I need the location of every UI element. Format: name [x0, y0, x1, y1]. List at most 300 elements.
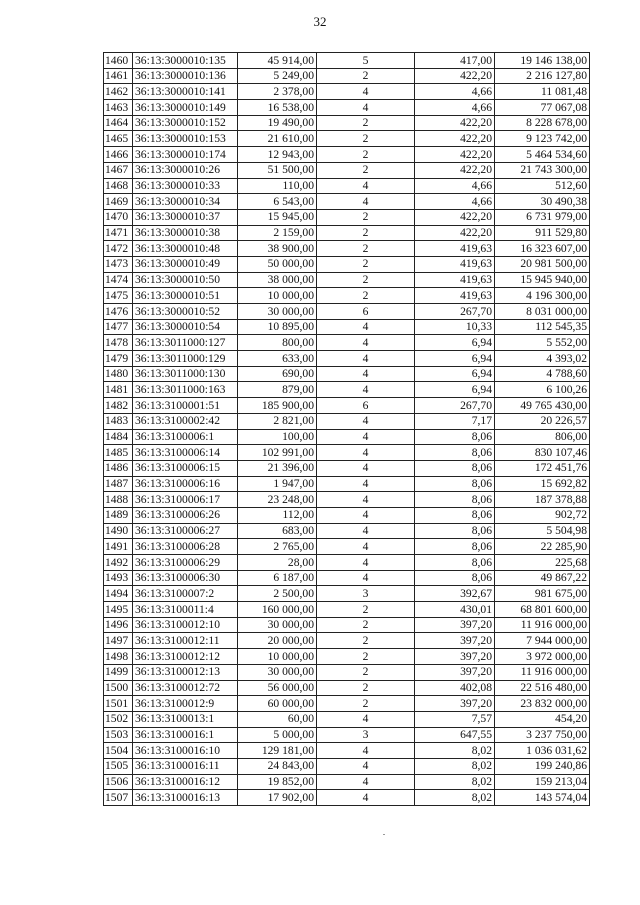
rate-cell: 8,06 — [415, 492, 495, 508]
row-number-cell: 1487 — [104, 476, 133, 492]
rate-cell: 8,02 — [415, 758, 495, 774]
table-row — [104, 602, 590, 618]
area-cell: 24 843,00 — [238, 758, 317, 774]
group-code-cell: 2 — [317, 115, 415, 131]
cadastral-number-cell: 36:13:3100012:13 — [133, 664, 238, 680]
cadastral-value-cell: 4 196 300,00 — [495, 288, 590, 304]
cadastral-number-cell: 36:13:3000010:54 — [133, 319, 238, 335]
cadastral-number-cell: 36:13:3000010:38 — [133, 225, 238, 241]
rate-cell: 419,63 — [415, 272, 495, 288]
table-row — [104, 225, 590, 241]
row-number-cell: 1461 — [104, 68, 133, 84]
rate-cell: 7,57 — [415, 711, 495, 727]
area-cell: 17 902,00 — [238, 790, 317, 806]
cadastral-value-cell: 911 529,80 — [495, 225, 590, 241]
table-row — [104, 209, 590, 225]
cadastral-number-cell: 36:13:3000010:141 — [133, 84, 238, 100]
row-number-cell: 1503 — [104, 727, 133, 743]
group-code-cell: 3 — [317, 727, 415, 743]
row-number-cell: 1478 — [104, 335, 133, 351]
row-number-cell: 1467 — [104, 162, 133, 178]
cadastral-value-cell: 981 675,00 — [495, 586, 590, 602]
cadastral-value-cell: 159 213,04 — [495, 774, 590, 790]
area-cell: 102 991,00 — [238, 445, 317, 461]
rate-cell: 267,70 — [415, 304, 495, 320]
rate-cell: 397,20 — [415, 617, 495, 633]
group-code-cell: 4 — [317, 194, 415, 210]
row-number-cell: 1460 — [104, 53, 133, 69]
group-code-cell: 2 — [317, 131, 415, 147]
table-row — [104, 162, 590, 178]
cadastral-number-cell: 36:13:3100006:16 — [133, 476, 238, 492]
cadastral-number-cell: 36:13:3100012:10 — [133, 617, 238, 633]
area-cell: 30 000,00 — [238, 304, 317, 320]
row-number-cell: 1479 — [104, 351, 133, 367]
cadastral-number-cell: 36:13:3011000:130 — [133, 366, 238, 382]
row-number-cell: 1482 — [104, 398, 133, 414]
rate-cell: 8,02 — [415, 774, 495, 790]
cadastral-value-cell: 1 036 031,62 — [495, 743, 590, 759]
area-cell: 6 543,00 — [238, 194, 317, 210]
group-code-cell: 2 — [317, 162, 415, 178]
row-number-cell: 1498 — [104, 649, 133, 665]
area-cell: 38 900,00 — [238, 241, 317, 257]
rate-cell: 8,06 — [415, 570, 495, 586]
group-code-cell: 2 — [317, 288, 415, 304]
cadastral-number-cell: 36:13:3100012:72 — [133, 680, 238, 696]
cadastral-value-cell: 8 228 678,00 — [495, 115, 590, 131]
table-row — [104, 272, 590, 288]
rate-cell: 392,67 — [415, 586, 495, 602]
area-cell: 5 000,00 — [238, 727, 317, 743]
cadastral-value-cell: 5 504,98 — [495, 523, 590, 539]
rate-cell: 422,20 — [415, 115, 495, 131]
cadastral-value-cell: 143 574,04 — [495, 790, 590, 806]
rate-cell: 6,94 — [415, 335, 495, 351]
cadastral-number-cell: 36:13:3100016:13 — [133, 790, 238, 806]
group-code-cell: 2 — [317, 633, 415, 649]
cadastral-value-cell: 512,60 — [495, 178, 590, 194]
table-row — [104, 758, 590, 774]
rate-cell: 267,70 — [415, 398, 495, 414]
area-cell: 19 490,00 — [238, 115, 317, 131]
area-cell: 800,00 — [238, 335, 317, 351]
group-code-cell: 2 — [317, 680, 415, 696]
cadastral-value-cell: 49 765 430,00 — [495, 398, 590, 414]
table-row — [104, 53, 590, 69]
rate-cell: 422,20 — [415, 131, 495, 147]
area-cell: 100,00 — [238, 429, 317, 445]
rate-cell: 417,00 — [415, 53, 495, 69]
group-code-cell: 2 — [317, 68, 415, 84]
cadastral-number-cell: 36:13:3100006:27 — [133, 523, 238, 539]
table-row — [104, 147, 590, 163]
row-number-cell: 1499 — [104, 664, 133, 680]
rate-cell: 397,20 — [415, 633, 495, 649]
table-row — [104, 194, 590, 210]
area-cell: 2 500,00 — [238, 586, 317, 602]
row-number-cell: 1486 — [104, 460, 133, 476]
cadastral-value-cell: 830 107,46 — [495, 445, 590, 461]
table-row — [104, 492, 590, 508]
area-cell: 20 000,00 — [238, 633, 317, 649]
table-row — [104, 711, 590, 727]
area-cell: 6 187,00 — [238, 570, 317, 586]
table-row — [104, 523, 590, 539]
cadastral-value-cell: 6 100,26 — [495, 382, 590, 398]
row-number-cell: 1471 — [104, 225, 133, 241]
row-number-cell: 1505 — [104, 758, 133, 774]
group-code-cell: 4 — [317, 178, 415, 194]
table-row — [104, 476, 590, 492]
table-row — [104, 131, 590, 147]
cadastral-value-cell: 225,68 — [495, 555, 590, 571]
area-cell: 50 000,00 — [238, 256, 317, 272]
area-cell: 129 181,00 — [238, 743, 317, 759]
cadastral-number-cell: 36:13:3100002:42 — [133, 413, 238, 429]
area-cell: 112,00 — [238, 507, 317, 523]
table-row — [104, 351, 590, 367]
table-row — [104, 288, 590, 304]
table-row — [104, 413, 590, 429]
area-cell: 19 852,00 — [238, 774, 317, 790]
group-code-cell: 2 — [317, 225, 415, 241]
cadastral-value-cell: 454,20 — [495, 711, 590, 727]
area-cell: 160 000,00 — [238, 602, 317, 618]
row-number-cell: 1506 — [104, 774, 133, 790]
area-cell: 110,00 — [238, 178, 317, 194]
page-number: 32 — [313, 14, 327, 29]
area-cell: 683,00 — [238, 523, 317, 539]
group-code-cell: 4 — [317, 758, 415, 774]
cadastral-value-cell: 20 981 500,00 — [495, 256, 590, 272]
group-code-cell: 4 — [317, 84, 415, 100]
rate-cell: 8,06 — [415, 429, 495, 445]
row-number-cell: 1468 — [104, 178, 133, 194]
area-cell: 2 378,00 — [238, 84, 317, 100]
group-code-cell: 4 — [317, 366, 415, 382]
cadastral-number-cell: 36:13:3011000:163 — [133, 382, 238, 398]
land-parcel-table — [103, 52, 590, 806]
cadastral-number-cell: 36:13:3000010:52 — [133, 304, 238, 320]
cadastral-number-cell: 36:13:3000010:33 — [133, 178, 238, 194]
table-row — [104, 304, 590, 320]
table-row — [104, 429, 590, 445]
table-row — [104, 445, 590, 461]
row-number-cell: 1493 — [104, 570, 133, 586]
group-code-cell: 5 — [317, 53, 415, 69]
row-number-cell: 1472 — [104, 241, 133, 257]
row-number-cell: 1496 — [104, 617, 133, 633]
group-code-cell: 2 — [317, 272, 415, 288]
area-cell: 2 821,00 — [238, 413, 317, 429]
group-code-cell: 4 — [317, 429, 415, 445]
rate-cell: 422,20 — [415, 162, 495, 178]
cadastral-number-cell: 36:13:3100006:1 — [133, 429, 238, 445]
table-row — [104, 507, 590, 523]
cadastral-value-cell: 20 226,57 — [495, 413, 590, 429]
area-cell: 21 610,00 — [238, 131, 317, 147]
group-code-cell: 2 — [317, 209, 415, 225]
cadastral-value-cell: 15 945 940,00 — [495, 272, 590, 288]
area-cell: 16 538,00 — [238, 100, 317, 116]
rate-cell: 8,06 — [415, 476, 495, 492]
rate-cell: 8,06 — [415, 539, 495, 555]
cadastral-number-cell: 36:13:3011000:127 — [133, 335, 238, 351]
rate-cell: 397,20 — [415, 664, 495, 680]
rate-cell: 422,20 — [415, 147, 495, 163]
area-cell: 38 000,00 — [238, 272, 317, 288]
cadastral-number-cell: 36:13:3100012:9 — [133, 696, 238, 712]
rate-cell: 419,63 — [415, 241, 495, 257]
cadastral-number-cell: 36:13:3100011:4 — [133, 602, 238, 618]
cadastral-value-cell: 15 692,82 — [495, 476, 590, 492]
table-row — [104, 100, 590, 116]
rate-cell: 8,02 — [415, 790, 495, 806]
row-number-cell: 1491 — [104, 539, 133, 555]
group-code-cell: 4 — [317, 539, 415, 555]
row-number-cell: 1507 — [104, 790, 133, 806]
cadastral-value-cell: 19 146 138,00 — [495, 53, 590, 69]
row-number-cell: 1500 — [104, 680, 133, 696]
table-row — [104, 649, 590, 665]
row-number-cell: 1495 — [104, 602, 133, 618]
table-row — [104, 460, 590, 476]
area-cell: 30 000,00 — [238, 664, 317, 680]
rate-cell: 422,20 — [415, 68, 495, 84]
row-number-cell: 1469 — [104, 194, 133, 210]
cadastral-value-cell: 22 285,90 — [495, 539, 590, 555]
cadastral-number-cell: 36:13:3100006:29 — [133, 555, 238, 571]
table-row — [104, 727, 590, 743]
table-row — [104, 319, 590, 335]
rate-cell: 397,20 — [415, 696, 495, 712]
cadastral-value-cell: 11 916 000,00 — [495, 617, 590, 633]
cadastral-number-cell: 36:13:3100013:1 — [133, 711, 238, 727]
table-row — [104, 335, 590, 351]
cadastral-number-cell: 36:13:3000010:50 — [133, 272, 238, 288]
table-body — [104, 53, 590, 806]
row-number-cell: 1481 — [104, 382, 133, 398]
area-cell: 5 249,00 — [238, 68, 317, 84]
area-cell: 15 945,00 — [238, 209, 317, 225]
cadastral-number-cell: 36:13:3000010:136 — [133, 68, 238, 84]
table-row — [104, 68, 590, 84]
cadastral-value-cell: 172 451,76 — [495, 460, 590, 476]
row-number-cell: 1489 — [104, 507, 133, 523]
area-cell: 28,00 — [238, 555, 317, 571]
group-code-cell: 2 — [317, 147, 415, 163]
cadastral-number-cell: 36:13:3100007:2 — [133, 586, 238, 602]
area-cell: 633,00 — [238, 351, 317, 367]
area-cell: 51 500,00 — [238, 162, 317, 178]
group-code-cell: 2 — [317, 617, 415, 633]
table-row — [104, 790, 590, 806]
row-number-cell: 1475 — [104, 288, 133, 304]
cadastral-number-cell: 36:13:3100012:11 — [133, 633, 238, 649]
row-number-cell: 1504 — [104, 743, 133, 759]
group-code-cell: 4 — [317, 319, 415, 335]
table-row — [104, 617, 590, 633]
row-number-cell: 1502 — [104, 711, 133, 727]
cadastral-value-cell: 2 216 127,80 — [495, 68, 590, 84]
cadastral-number-cell: 36:13:3100006:28 — [133, 539, 238, 555]
row-number-cell: 1464 — [104, 115, 133, 131]
cadastral-number-cell: 36:13:3100006:14 — [133, 445, 238, 461]
cadastral-value-cell: 30 490,38 — [495, 194, 590, 210]
cadastral-number-cell: 36:13:3000010:37 — [133, 209, 238, 225]
group-code-cell: 4 — [317, 445, 415, 461]
cadastral-value-cell: 7 944 000,00 — [495, 633, 590, 649]
cadastral-value-cell: 3 972 000,00 — [495, 649, 590, 665]
cadastral-number-cell: 36:13:3000010:34 — [133, 194, 238, 210]
group-code-cell: 2 — [317, 696, 415, 712]
area-cell: 2 159,00 — [238, 225, 317, 241]
table-row — [104, 555, 590, 571]
row-number-cell: 1490 — [104, 523, 133, 539]
cadastral-number-cell: 36:13:3000010:51 — [133, 288, 238, 304]
table-row — [104, 586, 590, 602]
rate-cell: 6,94 — [415, 382, 495, 398]
table-row — [104, 256, 590, 272]
rate-cell: 8,06 — [415, 445, 495, 461]
rate-cell: 419,63 — [415, 288, 495, 304]
group-code-cell: 4 — [317, 460, 415, 476]
cadastral-value-cell: 187 378,88 — [495, 492, 590, 508]
cadastral-number-cell: 36:13:3100012:12 — [133, 649, 238, 665]
area-cell: 10 895,00 — [238, 319, 317, 335]
rate-cell: 4,66 — [415, 194, 495, 210]
cadastral-number-cell: 36:13:3100001:51 — [133, 398, 238, 414]
cadastral-number-cell: 36:13:3000010:26 — [133, 162, 238, 178]
row-number-cell: 1494 — [104, 586, 133, 602]
rate-cell: 10,33 — [415, 319, 495, 335]
cadastral-number-cell: 36:13:3100016:11 — [133, 758, 238, 774]
group-code-cell: 4 — [317, 507, 415, 523]
land-parcel-table-container — [103, 52, 590, 806]
cadastral-number-cell: 36:13:3100006:15 — [133, 460, 238, 476]
rate-cell: 4,66 — [415, 84, 495, 100]
area-cell: 879,00 — [238, 382, 317, 398]
row-number-cell: 1492 — [104, 555, 133, 571]
group-code-cell: 2 — [317, 241, 415, 257]
rate-cell: 647,55 — [415, 727, 495, 743]
table-row — [104, 633, 590, 649]
table-row — [104, 696, 590, 712]
rate-cell: 419,63 — [415, 256, 495, 272]
row-number-cell: 1474 — [104, 272, 133, 288]
cadastral-value-cell: 22 516 480,00 — [495, 680, 590, 696]
group-code-cell: 4 — [317, 413, 415, 429]
rate-cell: 422,20 — [415, 209, 495, 225]
row-number-cell: 1484 — [104, 429, 133, 445]
cadastral-value-cell: 11 081,48 — [495, 84, 590, 100]
table-row — [104, 664, 590, 680]
cadastral-value-cell: 4 788,60 — [495, 366, 590, 382]
cadastral-value-cell: 5 552,00 — [495, 335, 590, 351]
group-code-cell: 4 — [317, 100, 415, 116]
rate-cell: 8,02 — [415, 743, 495, 759]
rate-cell: 8,06 — [415, 507, 495, 523]
group-code-cell: 2 — [317, 664, 415, 680]
group-code-cell: 2 — [317, 256, 415, 272]
rate-cell: 402,08 — [415, 680, 495, 696]
group-code-cell: 6 — [317, 398, 415, 414]
area-cell: 56 000,00 — [238, 680, 317, 696]
cadastral-value-cell: 112 545,35 — [495, 319, 590, 335]
group-code-cell: 4 — [317, 476, 415, 492]
row-number-cell: 1473 — [104, 256, 133, 272]
row-number-cell: 1483 — [104, 413, 133, 429]
group-code-cell: 4 — [317, 492, 415, 508]
group-code-cell: 4 — [317, 774, 415, 790]
rate-cell: 8,06 — [415, 555, 495, 571]
cadastral-number-cell: 36:13:3000010:152 — [133, 115, 238, 131]
cadastral-value-cell: 5 464 534,60 — [495, 147, 590, 163]
cadastral-number-cell: 36:13:3100006:17 — [133, 492, 238, 508]
area-cell: 23 248,00 — [238, 492, 317, 508]
row-number-cell: 1476 — [104, 304, 133, 320]
area-cell: 60 000,00 — [238, 696, 317, 712]
rate-cell: 422,20 — [415, 225, 495, 241]
group-code-cell: 2 — [317, 649, 415, 665]
table-row — [104, 680, 590, 696]
table-row — [104, 774, 590, 790]
area-cell: 12 943,00 — [238, 147, 317, 163]
row-number-cell: 1463 — [104, 100, 133, 116]
cadastral-number-cell: 36:13:3000010:135 — [133, 53, 238, 69]
cadastral-value-cell: 3 237 750,00 — [495, 727, 590, 743]
cadastral-value-cell: 4 393,02 — [495, 351, 590, 367]
table-row — [104, 570, 590, 586]
group-code-cell: 4 — [317, 790, 415, 806]
group-code-cell: 4 — [317, 382, 415, 398]
cadastral-number-cell: 36:13:3100016:12 — [133, 774, 238, 790]
table-row — [104, 539, 590, 555]
row-number-cell: 1477 — [104, 319, 133, 335]
area-cell: 21 396,00 — [238, 460, 317, 476]
table-row — [104, 115, 590, 131]
cadastral-value-cell: 49 867,22 — [495, 570, 590, 586]
rate-cell: 4,66 — [415, 100, 495, 116]
cadastral-number-cell: 36:13:3100006:30 — [133, 570, 238, 586]
row-number-cell: 1501 — [104, 696, 133, 712]
cadastral-value-cell: 23 832 000,00 — [495, 696, 590, 712]
cadastral-value-cell: 902,72 — [495, 507, 590, 523]
group-code-cell: 6 — [317, 304, 415, 320]
row-number-cell: 1497 — [104, 633, 133, 649]
table-row — [104, 382, 590, 398]
rate-cell: 6,94 — [415, 351, 495, 367]
area-cell: 45 914,00 — [238, 53, 317, 69]
cadastral-value-cell: 16 323 607,00 — [495, 241, 590, 257]
cadastral-value-cell: 68 801 600,00 — [495, 602, 590, 618]
cadastral-value-cell: 6 731 979,00 — [495, 209, 590, 225]
rate-cell: 4,66 — [415, 178, 495, 194]
cadastral-value-cell: 11 916 000,00 — [495, 664, 590, 680]
cadastral-value-cell: 9 123 742,00 — [495, 131, 590, 147]
cadastral-value-cell: 21 743 300,00 — [495, 162, 590, 178]
row-number-cell: 1480 — [104, 366, 133, 382]
area-cell: 185 900,00 — [238, 398, 317, 414]
scan-speck — [383, 834, 385, 835]
table-row — [104, 178, 590, 194]
table-row — [104, 743, 590, 759]
area-cell: 1 947,00 — [238, 476, 317, 492]
group-code-cell: 4 — [317, 743, 415, 759]
cadastral-number-cell: 36:13:3000010:49 — [133, 256, 238, 272]
group-code-cell: 4 — [317, 555, 415, 571]
